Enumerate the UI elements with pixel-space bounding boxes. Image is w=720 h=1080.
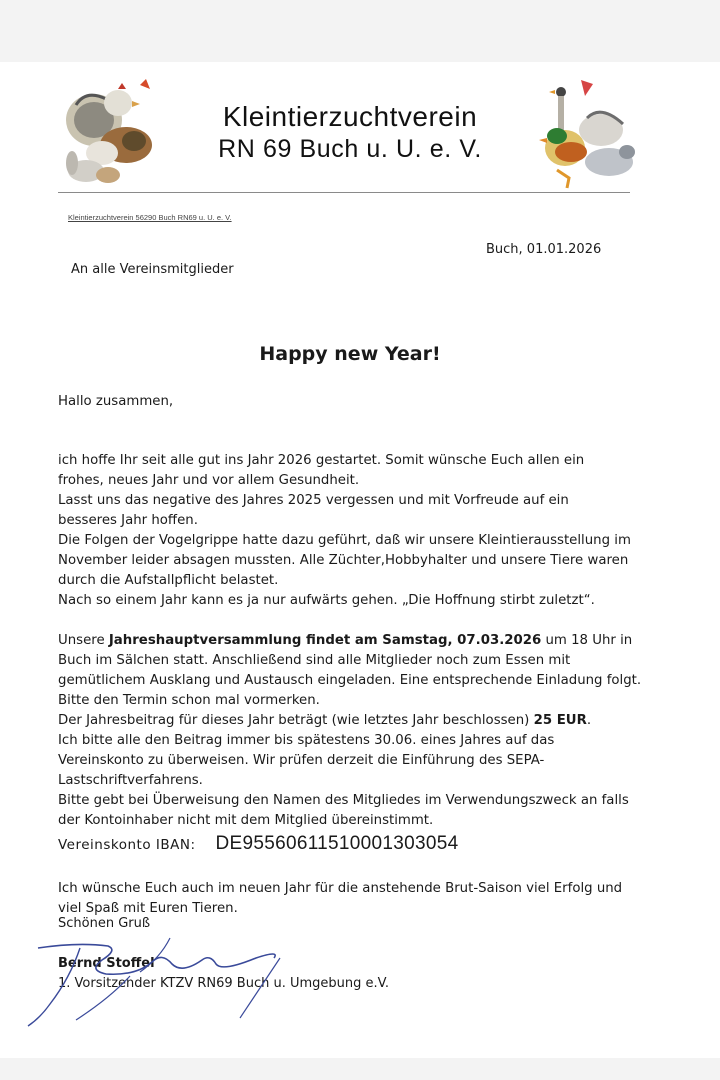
- header-divider: [58, 192, 630, 193]
- letter-date: Buch, 01.01.2026: [486, 242, 602, 257]
- letter-body: [58, 392, 648, 919]
- paragraph-line: Nach so einem Jahr kann es ja nur aufwärts gehen. „Die Hoffnung stirbt zuletzt“.: [58, 593, 595, 608]
- paragraph-line: Lasst uns das negative des Jahres 2025 vergessen und mit Vorfreude auf ein: [58, 493, 569, 508]
- paragraph-line: frohes, neues Jahr und vor allem Gesundheit.: [58, 473, 360, 488]
- signer-name: Bernd Stoffel: [58, 956, 155, 971]
- paragraph-line: Ich wünsche Euch auch im neuen Jahr für die anstehende Brut-Saison viel Erfolg und: [58, 881, 623, 896]
- paragraph-line: Lastschriftverfahrens.: [58, 773, 203, 788]
- paragraph-line: Ich bitte alle den Beitrag immer bis spätestens 30.06. eines Jahres auf das: [58, 733, 555, 748]
- paragraph-line: durch die Aufstallpflicht belastet.: [58, 573, 279, 588]
- org-name-line-1: Kleintierzuchtverein: [222, 101, 478, 132]
- fee-line: Der Jahresbeitrag für dieses Jahr beträgt (wie letztes Jahr beschlossen) 25 EUR.: [58, 713, 592, 728]
- sender-address-line: Kleintierzuchtverein 56290 Buch RN69 u. U. e. V.: [68, 213, 232, 222]
- small-animals-logo: [56, 75, 164, 190]
- letter-title: Happy new Year!: [259, 343, 441, 365]
- paragraph-line: viel Spaß mit Euren Tieren.: [58, 901, 238, 916]
- recipient-line: An alle Vereinsmitglieder: [71, 262, 234, 277]
- paragraph-line: Die Folgen der Vogelgrippe hatte dazu geführt, daß wir unsere Kleintierausstellung im: [58, 533, 631, 548]
- iban-label: Vereinskonto IBAN:: [58, 837, 196, 853]
- iban-row: [58, 834, 648, 860]
- paragraph-line: Vereinskonto zu überweisen. Wir prüfen derzeit die Einführung des SEPA-: [58, 753, 545, 768]
- closing-salutation: Schönen Gruß: [58, 916, 151, 931]
- paragraph-line: November leider absagen mussten. Alle Züchter,Hobbyhalter und unsere Tiere waren: [58, 553, 629, 568]
- iban-value: DE95560611510001303054: [215, 833, 459, 854]
- paragraph-line: gemütlichem Ausklang und Austausch eingeladen. Eine entsprechende Einladung folgt.: [58, 673, 642, 688]
- meeting-line: Unsere Jahreshauptversammlung findet am Samstag, 07.03.2026 um 18 Uhr in: [58, 633, 633, 648]
- paragraph-line: ich hoffe Ihr seit alle gut ins Jahr 2026 gestartet. Somit wünsche Euch allen ein: [58, 453, 585, 468]
- paragraph-line: besseres Jahr hoffen.: [58, 513, 198, 528]
- organization-name: [150, 101, 550, 165]
- fee-amount: 25 EUR: [533, 713, 587, 728]
- handwritten-signature: [20, 928, 320, 1028]
- signer-role: 1. Vorsitzender KTZV RN69 Buch u. Umgebung e.V.: [58, 976, 390, 991]
- paragraph-line: Bitte gebt bei Überweisung den Namen des Mitgliedes im Verwendungszweck an falls: [58, 793, 629, 808]
- greeting: Hallo zusammen,: [58, 394, 174, 409]
- paragraph-line: der Kontoinhaber nicht mit dem Mitglied übereinstimmt.: [58, 813, 434, 828]
- org-name-line-2: RN 69 Buch u. U. e. V.: [218, 135, 482, 163]
- meeting-date-highlight: Jahreshauptversammlung findet am Samstag, 07.03.2026: [108, 633, 542, 648]
- paragraph-line: Buch im Sälchen statt. Anschließend sind alle Mitglieder noch zum Essen mit: [58, 653, 571, 668]
- paragraph-line: Bitte den Termin schon mal vormerken.: [58, 693, 320, 708]
